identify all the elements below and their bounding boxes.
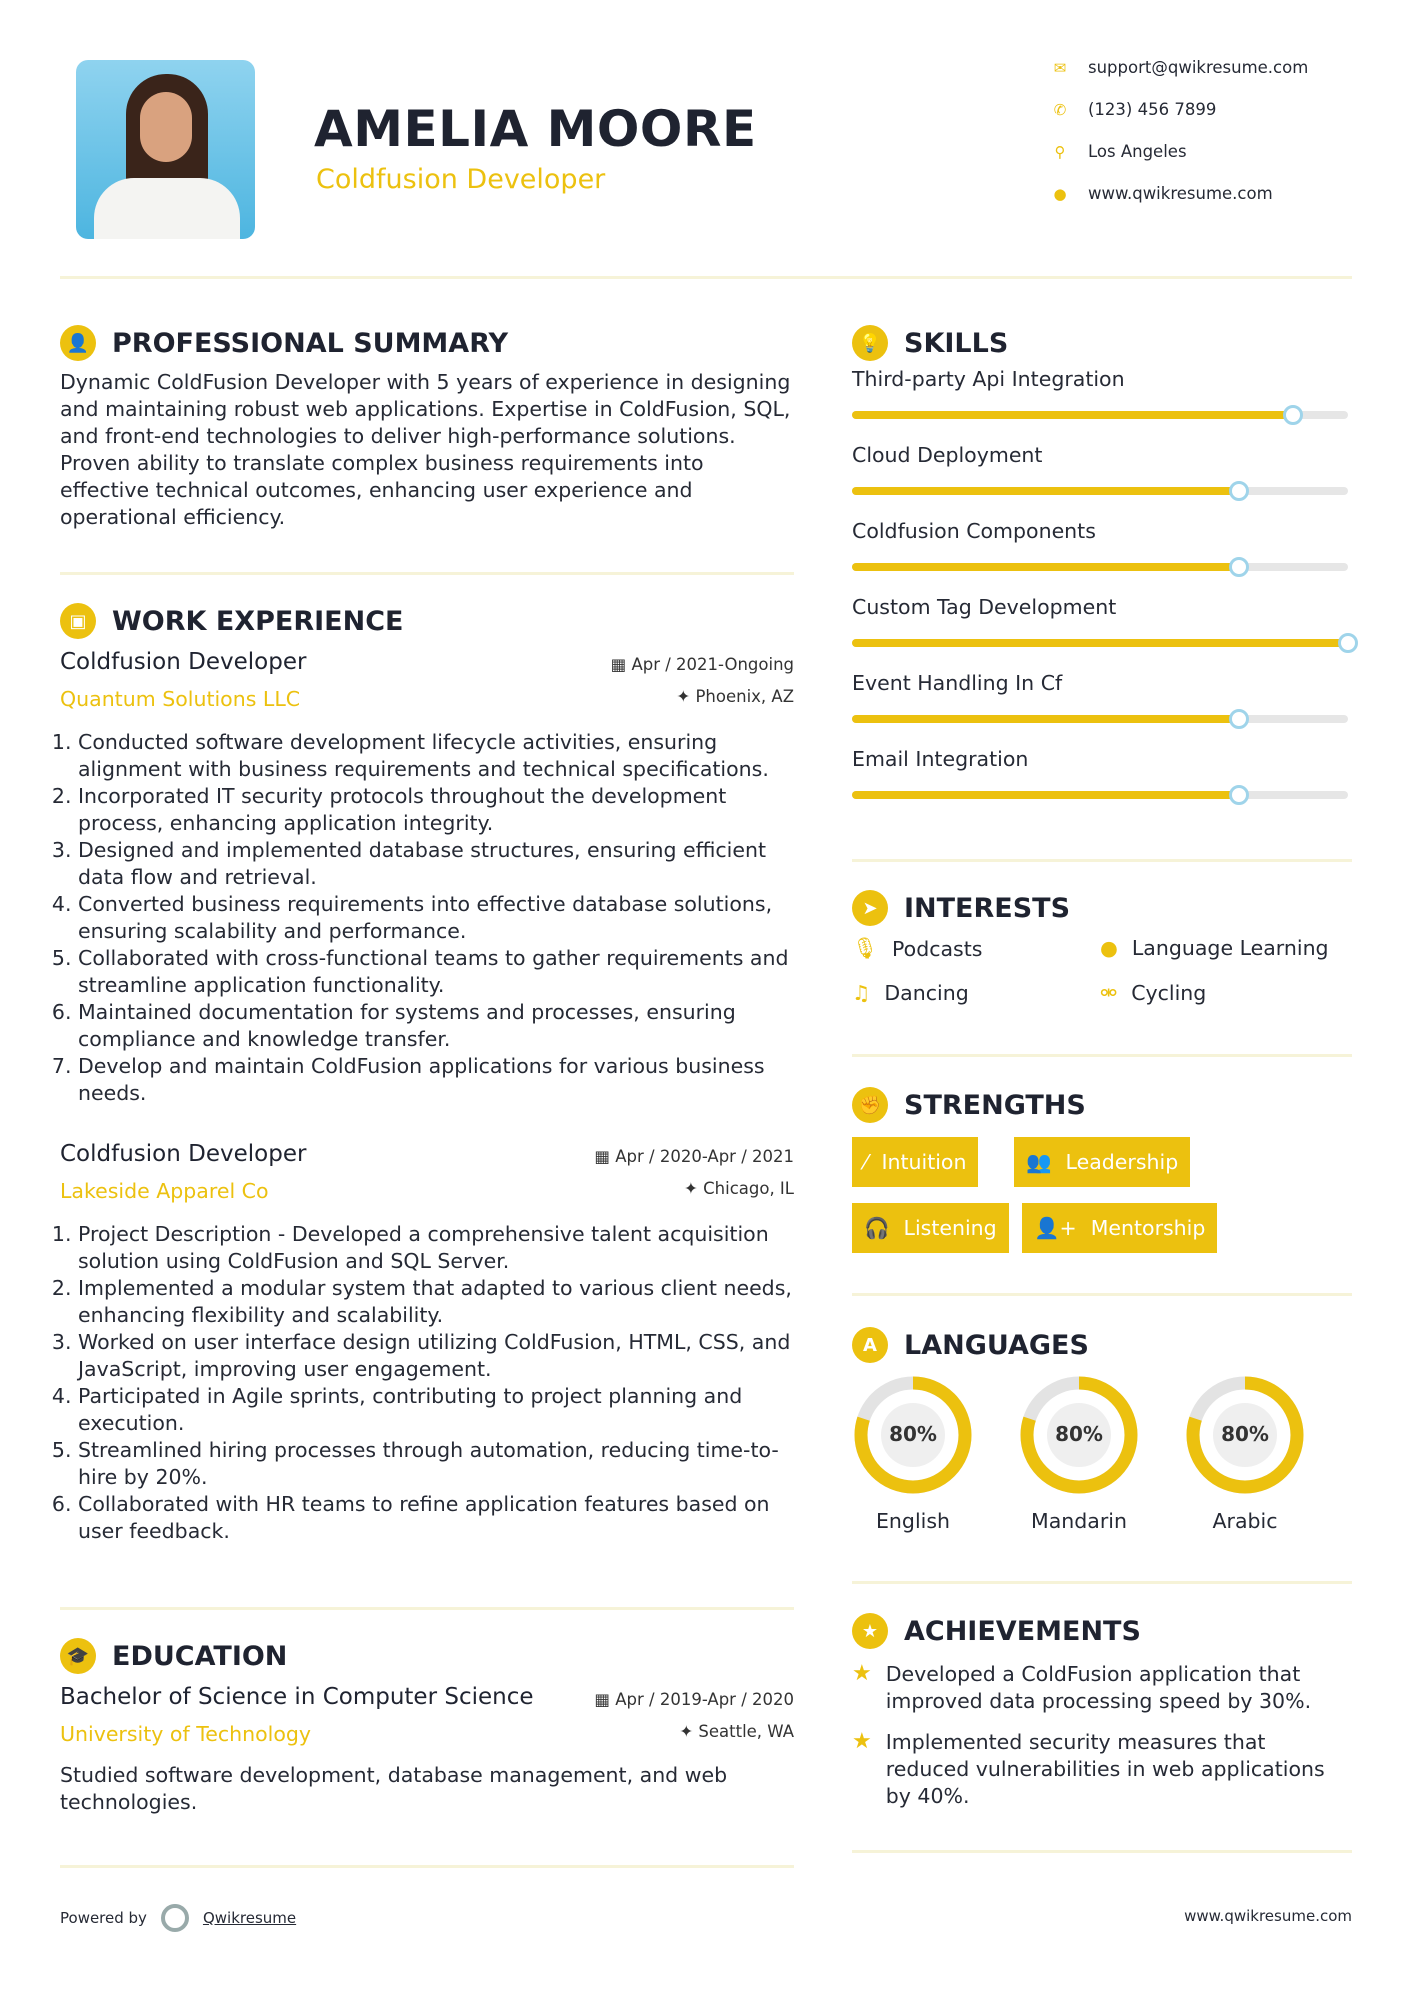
work-heading: ▣ WORK EXPERIENCE (60, 603, 794, 639)
skill-bar (852, 487, 1348, 495)
list-item: 6. Maintained documentation for systems and processes, ensuring compliance and knowledge transfer. (78, 999, 794, 1053)
skill-bar-knob (1338, 633, 1358, 653)
skill-bar (852, 715, 1348, 723)
music-icon: ♫ (852, 981, 871, 1005)
candidate-title: Coldfusion Developer (316, 164, 606, 195)
education-location: ✦ Seattle, WA (679, 1722, 794, 1741)
degree: Bachelor of Science in Computer Science (60, 1684, 534, 1710)
translate-icon: A (852, 1327, 888, 1363)
job-title: Coldfusion Developer (60, 1141, 307, 1167)
list-item: 1. Project Description - Developed a comprehensive talent acquisition solution using ColdFusion and SQL Server. (78, 1221, 794, 1275)
job-date: ▦ Apr / 2021-Ongoing (610, 655, 794, 674)
interests-section (852, 890, 1352, 1040)
achievement-item: ★ Developed a ColdFusion application that improved data processing speed by 30%. (852, 1661, 1312, 1713)
divider (60, 1607, 794, 1610)
skill-label: Event Handling In Cf (852, 671, 1063, 695)
skill-bar-knob (1229, 709, 1249, 729)
job-header (60, 649, 794, 725)
job-company: Lakeside Apparel Co (60, 1179, 269, 1203)
list-item: 2. Implemented a modular system that adapted to various client needs, enhancing flexibility and scalability. (78, 1275, 794, 1329)
skill-bar-fill (852, 639, 1348, 647)
job-location: ✦ Chicago, IL (684, 1179, 794, 1198)
list-item: 6. Collaborated with HR teams to refine application features based on user feedback. (78, 1491, 794, 1545)
divider (852, 1293, 1352, 1296)
list-item: 4. Participated in Agile sprints, contributing to project planning and execution. (78, 1383, 794, 1437)
skill-bar-fill (852, 791, 1239, 799)
user-icon: 👤 (60, 325, 96, 361)
job-header (60, 1141, 794, 1217)
globe-icon: ● (1053, 184, 1067, 203)
job-title: Coldfusion Developer (60, 649, 307, 675)
skill-label: Cloud Deployment (852, 443, 1043, 467)
divider (852, 1850, 1352, 1853)
phone-icon: ✆ (1053, 100, 1067, 119)
language-label: English (875, 1509, 951, 1533)
footer-brand: Powered by Qwikresume (60, 1904, 296, 1932)
skills-section (852, 325, 1352, 845)
magic-wand-icon: ⁄ (864, 1150, 868, 1174)
education-header (60, 1684, 794, 1760)
star-icon: ★ (852, 1729, 872, 1754)
skill-label: Third-party Api Integration (852, 367, 1125, 391)
profile-photo (76, 60, 255, 239)
contact-phone[interactable]: ✆ (123) 456 7899 (1053, 100, 1217, 119)
interests-heading: ➤ INTERESTS (852, 890, 1352, 926)
contact-website[interactable]: ● www.qwikresume.com (1053, 184, 1273, 203)
achievements-heading: ★ ACHIEVEMENTS (852, 1613, 1352, 1649)
skill-bar-fill (852, 487, 1239, 495)
language-percent: 80% (889, 1422, 937, 1446)
job-date: ▦ Apr / 2020-Apr / 2021 (594, 1147, 794, 1166)
globe-icon: ● (1100, 936, 1118, 960)
education-section (60, 1638, 794, 1816)
skills-heading: 💡 SKILLS (852, 325, 1352, 361)
language-donut (1018, 1374, 1140, 1496)
briefcase-icon: ▣ (60, 603, 96, 639)
education-heading: 🎓 EDUCATION (60, 1638, 794, 1674)
language-label: Arabic (1212, 1509, 1278, 1533)
list-item: 1. Conducted software development lifecycle activities, ensuring alignment with business requirements and technical specifications. (78, 729, 794, 783)
users-icon: 👥 (1026, 1149, 1052, 1174)
pin-icon: ✦ (679, 1722, 699, 1741)
list-item: 5. Streamlined hiring processes through automation, reducing time-to-hire by 20%. (78, 1437, 794, 1491)
paper-plane-icon: ➤ (852, 890, 888, 926)
skill-bar-knob (1283, 405, 1303, 425)
skill-bar-fill (852, 411, 1293, 419)
summary-section (60, 325, 794, 531)
skill-bar (852, 639, 1348, 647)
interest-cycling: ⚮ Cycling (1100, 981, 1207, 1005)
map-pin-icon: ⚲ (1054, 142, 1066, 161)
user-plus-icon: 👤+ (1034, 1215, 1077, 1240)
divider (60, 1865, 794, 1868)
interest-dancing: ♫ Dancing (852, 981, 969, 1005)
envelope-icon: ✉ (1053, 58, 1067, 77)
strength-badge: 🎧 Listening (852, 1203, 1009, 1253)
job-duties (60, 729, 794, 1107)
skill-bar-fill (852, 563, 1239, 571)
calendar-icon: ▦ (610, 655, 632, 674)
interest-language-learning: ● Language Learning (1100, 936, 1329, 960)
skill-bar-knob (1229, 481, 1249, 501)
divider (852, 1054, 1352, 1057)
list-item: 3. Worked on user interface design utilizing ColdFusion, HTML, CSS, and JavaScript, improving user engagement. (78, 1329, 794, 1383)
graduation-icon: 🎓 (60, 1638, 96, 1674)
work-section (60, 603, 794, 1545)
skill-bar (852, 411, 1348, 419)
contact-location: ⚲ Los Angeles (1052, 142, 1187, 161)
job-location: ✦ Phoenix, AZ (676, 687, 794, 706)
star-badge-icon: ★ (852, 1613, 888, 1649)
calendar-icon: ▦ (594, 1690, 616, 1709)
skill-bar (852, 791, 1348, 799)
languages-section (852, 1327, 1352, 1547)
language-label: Mandarin (1031, 1509, 1127, 1533)
divider (852, 1581, 1352, 1584)
pin-icon: ✦ (684, 1179, 704, 1198)
footer-url[interactable]: www.qwikresume.com (1184, 1907, 1352, 1925)
skill-label: Custom Tag Development (852, 595, 1117, 619)
job-duties (60, 1221, 794, 1545)
skill-bar (852, 563, 1348, 571)
fist-icon: ✊ (852, 1087, 888, 1123)
strength-badge: ⁄ Intuition (852, 1137, 978, 1187)
contact-email[interactable]: ✉ support@qwikresume.com (1053, 58, 1309, 77)
education-date: ▦ Apr / 2019-Apr / 2020 (594, 1690, 794, 1709)
list-item: 3. Designed and implemented database structures, ensuring efficient data flow and retrieval. (78, 837, 794, 891)
achievement-item: ★ Implemented security measures that reduced vulnerabilities in web applications by 40%. (852, 1729, 1325, 1808)
education-text: Studied software development, database management, and web technologies. (60, 1763, 728, 1814)
skill-bar-knob (1229, 785, 1249, 805)
interest-podcasts: 🎙 Podcasts (852, 936, 983, 961)
skill-label: Coldfusion Components (852, 519, 1096, 543)
skill-bar-fill (852, 715, 1239, 723)
skill-bar-knob (1229, 557, 1249, 577)
achievements-section (852, 1613, 1352, 1810)
brand-link[interactable]: Qwikresume (202, 1909, 297, 1927)
language-percent: 80% (1055, 1422, 1103, 1446)
calendar-icon: ▦ (594, 1147, 616, 1166)
list-item: 7. Develop and maintain ColdFusion applications for various business needs. (78, 1053, 794, 1107)
divider (60, 572, 794, 575)
lightbulb-icon: 💡 (852, 325, 888, 361)
strengths-section (852, 1087, 1352, 1267)
strengths-heading: ✊ STRENGTHS (852, 1087, 1352, 1123)
pin-icon: ✦ (676, 687, 696, 706)
language-donut (852, 1374, 974, 1496)
list-item: 5. Collaborated with cross-functional teams to gather requirements and streamline application functionality. (78, 945, 794, 999)
languages-heading: A LANGUAGES (852, 1327, 1352, 1363)
bicycle-icon: ⚮ (1100, 981, 1118, 1005)
language-percent: 80% (1221, 1422, 1269, 1446)
qwikresume-logo-icon (161, 1904, 189, 1932)
list-item: 4. Converted business requirements into effective database solutions, ensuring scalability and performance. (78, 891, 794, 945)
summary-heading: 👤 PROFESSIONAL SUMMARY (60, 325, 794, 361)
language-donut (1184, 1374, 1306, 1496)
divider (852, 859, 1352, 862)
list-item: 2. Incorporated IT security protocols throughout the development process, enhancing application integrity. (78, 783, 794, 837)
star-icon: ★ (852, 1661, 872, 1686)
microphone-icon: 🎙 (852, 936, 879, 960)
strength-badge: 👥 Leadership (1014, 1137, 1190, 1187)
school: University of Technology (60, 1722, 312, 1746)
skill-label: Email Integration (852, 747, 1029, 771)
candidate-name: AMELIA MOORE (314, 100, 757, 158)
summary-text: Dynamic ColdFusion Developer with 5 years of experience in designing and maintaining robust web applications. Expertise in ColdFusion, SQL, and front-end technologies to deliver high-performance solutions. Proven ability to translate complex business requirements into effective technical outcomes, enhancing user experience and operational efficiency. (60, 370, 791, 529)
header-divider (60, 276, 1352, 279)
headphones-icon: 🎧 (864, 1215, 890, 1240)
job-company: Quantum Solutions LLC (60, 687, 301, 711)
strength-badge: 👤+ Mentorship (1022, 1203, 1217, 1253)
